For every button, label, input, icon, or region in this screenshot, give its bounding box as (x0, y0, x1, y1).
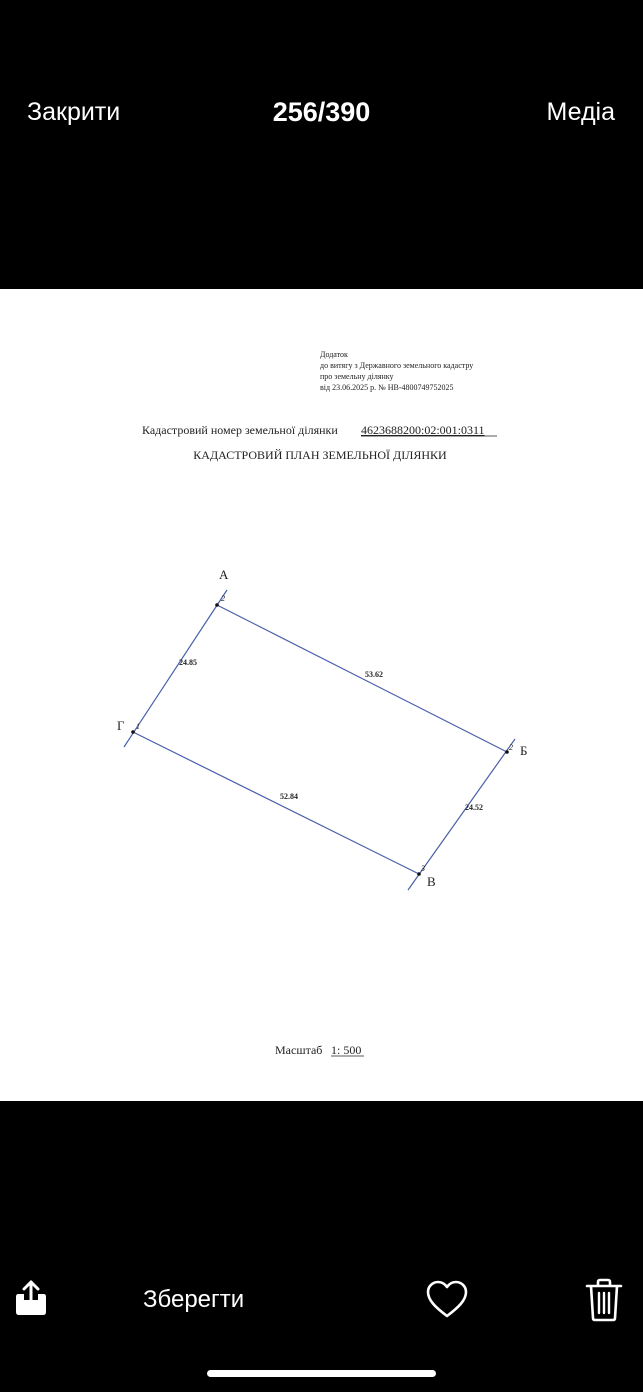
vertex-point-g (131, 730, 135, 734)
trash-icon[interactable] (584, 1278, 624, 1322)
vertex-label-v: В (427, 874, 436, 889)
bottom-toolbar (0, 1101, 643, 1392)
close-button[interactable]: Закрити (27, 98, 121, 126)
parcel-vertices (131, 603, 509, 876)
cadastral-label: Кадастровий номер земельної ділянки (142, 423, 338, 437)
scale-value: 1: 500 (331, 1043, 362, 1057)
vertex-index-g: 1 (136, 722, 140, 731)
home-indicator[interactable] (207, 1370, 436, 1377)
vertex-index-v: 3 (421, 864, 425, 873)
vertex-point-a (215, 603, 219, 607)
top-bar (0, 0, 643, 289)
side-length-vg: 52.84 (280, 792, 298, 801)
plan-title: КАДАСТРОВИЙ ПЛАН ЗЕМЕЛЬНОЇ ДІЛЯНКИ (193, 448, 447, 462)
photo-counter: 256/390 (272, 97, 371, 127)
addendum-line-2: до витягу з Державного земельного кадастру (320, 361, 474, 370)
parcel-boundary (124, 590, 515, 890)
side-length-ab: 53.62 (365, 670, 383, 679)
cadastral-plan (0, 289, 643, 1101)
document-image (0, 289, 643, 1101)
addendum-line-4: від 23.06.2025 р. № НВ-4800749752025 (320, 383, 454, 392)
scale-label: Масштаб (275, 1043, 323, 1057)
addendum-line-1: Додаток (320, 350, 348, 359)
addendum-line-3: про земельну ділянку (320, 372, 394, 381)
side-length-bv: 24.52 (465, 803, 483, 812)
vertex-index-b: 2 (509, 743, 513, 752)
save-button[interactable]: Зберегти (143, 1286, 245, 1313)
media-button[interactable]: Медіа (546, 98, 615, 126)
vertex-label-g: Г (117, 718, 125, 733)
heart-icon[interactable] (425, 1279, 469, 1319)
share-icon[interactable] (14, 1280, 48, 1316)
vertex-index-a: 2 (221, 594, 225, 603)
vertex-label-b: Б (520, 743, 528, 758)
vertex-label-a: А (219, 567, 229, 582)
cadastral-number: 4623688200:02:001:0311 (361, 423, 485, 437)
side-length-ga: 24.85 (179, 658, 197, 667)
